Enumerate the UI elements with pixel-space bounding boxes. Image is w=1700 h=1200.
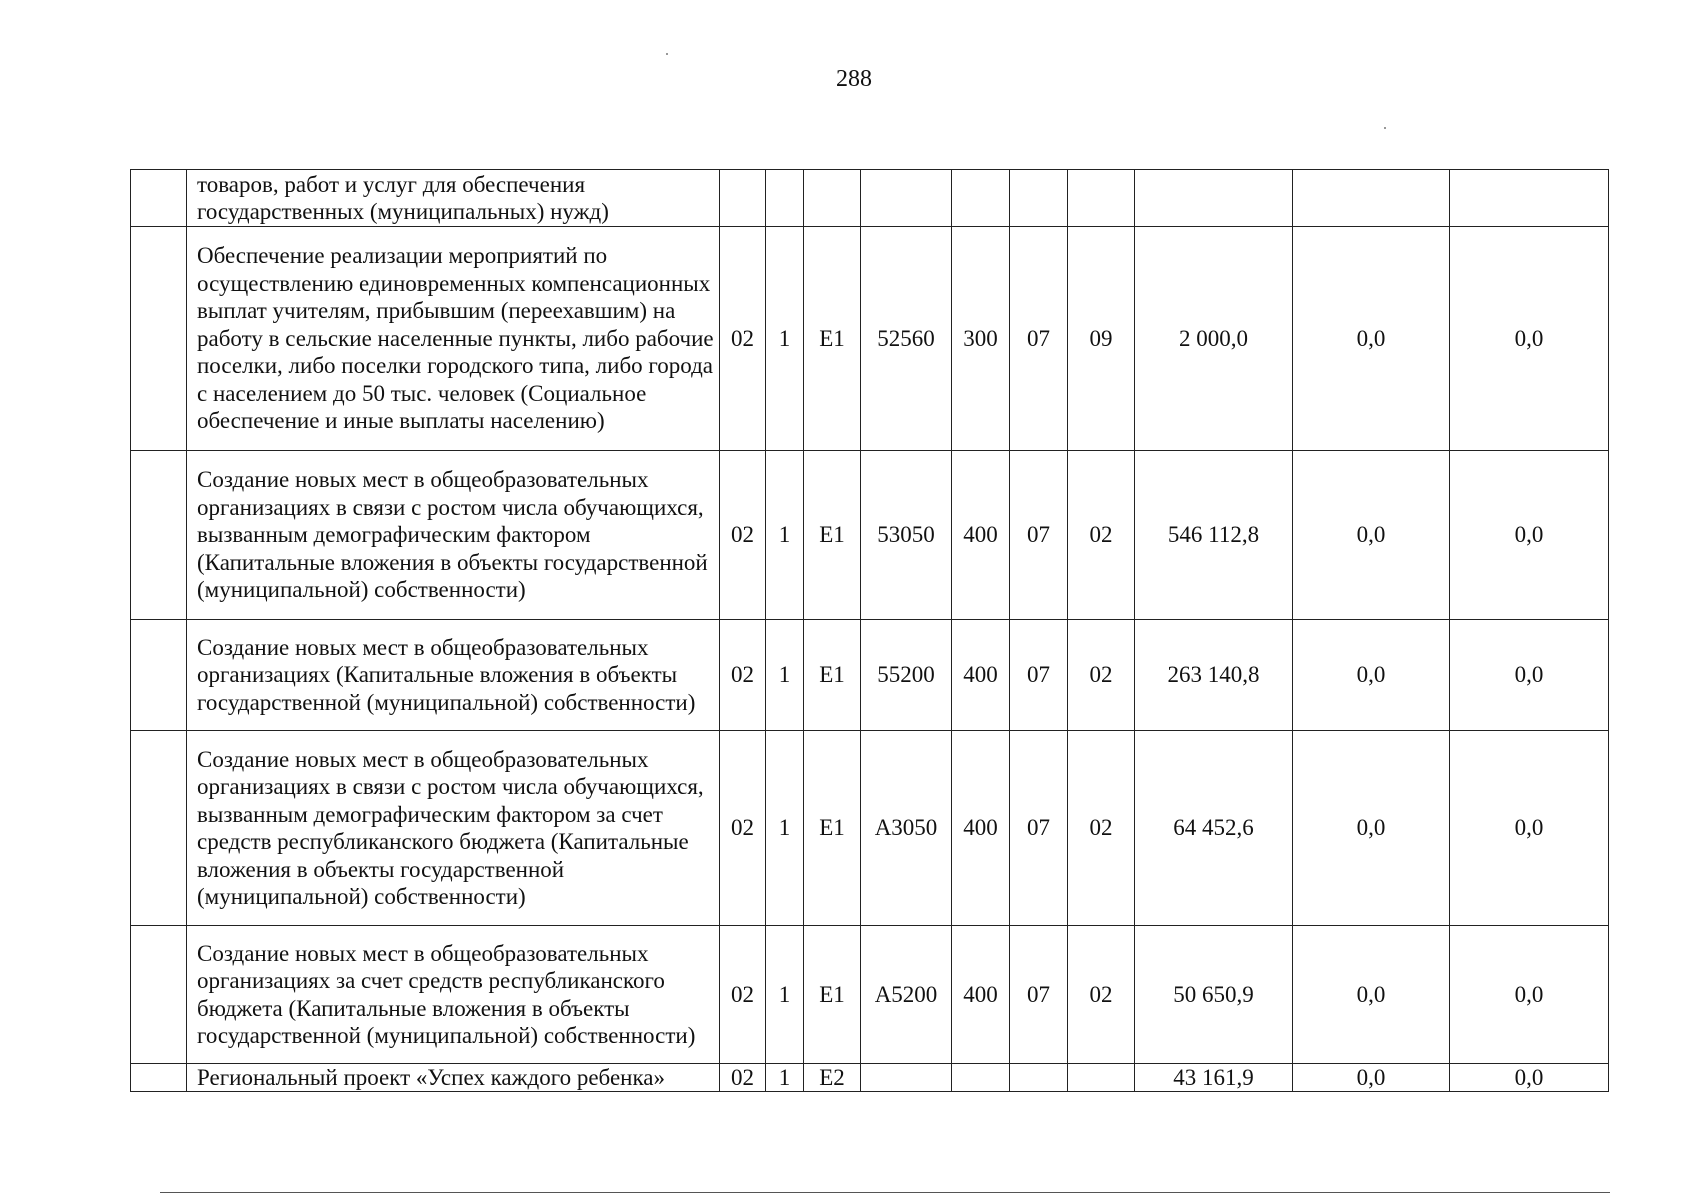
expense-type-cell: [952, 1064, 1010, 1092]
program-code-cell: 02: [720, 926, 766, 1064]
amount-year-1-cell: 263 140,8: [1135, 620, 1293, 731]
program-code-cell: 02: [720, 451, 766, 620]
amount-year-1-cell: 50 650,9: [1135, 926, 1293, 1064]
row-description: Обеспечение реализации мероприятий по осуществлению единовременных компенсационных выплат учителям, прибывшим (переехавшим) на работу в сельские населенные пункты, либо рабочие поселки, либо поселки городского типа, либо города с населением до 50 тыс. человек (Социальное обеспечение и иные выплаты населению): [187, 227, 720, 451]
scan-speck: [666, 53, 668, 55]
subprogram-code-cell: 1: [766, 731, 804, 926]
section-code-cell: [1010, 1064, 1068, 1092]
table-row: [131, 620, 1609, 731]
amount-year-3-cell: 0,0: [1450, 620, 1609, 731]
project-code-cell: Е1: [804, 926, 861, 1064]
scan-speck: [1384, 127, 1386, 129]
subprogram-code-cell: 1: [766, 926, 804, 1064]
amount-year-2-cell: 0,0: [1293, 451, 1450, 620]
table-row: [131, 926, 1609, 1064]
row-index-cell: [131, 731, 187, 926]
amount-year-1-cell: 2 000,0: [1135, 227, 1293, 451]
section-code-cell: 07: [1010, 227, 1068, 451]
program-code-cell: 02: [720, 227, 766, 451]
row-description: Создание новых мест в общеобразовательных организациях за счет средств республиканского бюджета (Капитальные вложения в объекты государственной (муниципальной) собственности): [187, 926, 720, 1064]
expense-type-cell: [952, 170, 1010, 227]
section-code-cell: 07: [1010, 926, 1068, 1064]
project-code-cell: Е2: [804, 1064, 861, 1092]
expense-type-cell: 300: [952, 227, 1010, 451]
row-index-cell: [131, 227, 187, 451]
expense-type-cell: 400: [952, 731, 1010, 926]
subprogram-code-cell: 1: [766, 451, 804, 620]
program-code-cell: 02: [720, 1064, 766, 1092]
amount-year-2-cell: 0,0: [1293, 1064, 1450, 1092]
table-row: [131, 731, 1609, 926]
row-index-cell: [131, 1064, 187, 1092]
amount-year-3-cell: 0,0: [1450, 731, 1609, 926]
table-row: [131, 227, 1609, 451]
footer-rule: [160, 1192, 1610, 1193]
direction-code-cell: [861, 1064, 952, 1092]
amount-year-1-cell: 546 112,8: [1135, 451, 1293, 620]
amount-year-3-cell: 0,0: [1450, 926, 1609, 1064]
direction-code-cell: А5200: [861, 926, 952, 1064]
subsection-code-cell: [1068, 1064, 1135, 1092]
table-row: [131, 451, 1609, 620]
amount-year-2-cell: 0,0: [1293, 620, 1450, 731]
amount-year-2-cell: 0,0: [1293, 731, 1450, 926]
subsection-code-cell: 09: [1068, 227, 1135, 451]
amount-year-1-cell: [1135, 170, 1293, 227]
section-code-cell: 07: [1010, 620, 1068, 731]
project-code-cell: Е1: [804, 451, 861, 620]
subprogram-code-cell: [766, 170, 804, 227]
amount-year-2-cell: [1293, 170, 1450, 227]
section-code-cell: 07: [1010, 731, 1068, 926]
amount-year-3-cell: [1450, 170, 1609, 227]
row-description: Создание новых мест в общеобразовательных организациях в связи с ростом числа обучающихся, вызванным демографическим фактором за счет средств республиканского бюджета (Капитальные вложения в объекты государственной (муниципальной) собственности): [187, 731, 720, 926]
amount-year-3-cell: 0,0: [1450, 451, 1609, 620]
amount-year-3-cell: 0,0: [1450, 1064, 1609, 1092]
row-description: товаров, работ и услуг для обеспечения государственных (муниципальных) нужд): [187, 170, 720, 227]
direction-code-cell: А3050: [861, 731, 952, 926]
program-code-cell: 02: [720, 731, 766, 926]
project-code-cell: Е1: [804, 620, 861, 731]
section-code-cell: [1010, 170, 1068, 227]
subsection-code-cell: 02: [1068, 731, 1135, 926]
direction-code-cell: 55200: [861, 620, 952, 731]
subsection-code-cell: [1068, 170, 1135, 227]
project-code-cell: [804, 170, 861, 227]
table-row: [131, 1064, 1609, 1092]
row-description: Создание новых мест в общеобразовательных организациях в связи с ростом числа обучающихся, вызванным демографическим фактором (Капитальные вложения в объекты государственной (муниципальной) собственности): [187, 451, 720, 620]
direction-code-cell: 53050: [861, 451, 952, 620]
subprogram-code-cell: 1: [766, 1064, 804, 1092]
project-code-cell: Е1: [804, 731, 861, 926]
amount-year-2-cell: 0,0: [1293, 926, 1450, 1064]
row-index-cell: [131, 926, 187, 1064]
subprogram-code-cell: 1: [766, 620, 804, 731]
expense-type-cell: 400: [952, 620, 1010, 731]
amount-year-1-cell: 43 161,9: [1135, 1064, 1293, 1092]
program-code-cell: 02: [720, 620, 766, 731]
expense-type-cell: 400: [952, 926, 1010, 1064]
budget-table: [130, 169, 1609, 1092]
subsection-code-cell: 02: [1068, 620, 1135, 731]
page-number: 288: [836, 66, 872, 92]
subsection-code-cell: 02: [1068, 451, 1135, 620]
direction-code-cell: 52560: [861, 227, 952, 451]
amount-year-1-cell: 64 452,6: [1135, 731, 1293, 926]
subprogram-code-cell: 1: [766, 227, 804, 451]
program-code-cell: [720, 170, 766, 227]
table-row: [131, 170, 1609, 227]
direction-code-cell: [861, 170, 952, 227]
project-code-cell: Е1: [804, 227, 861, 451]
subsection-code-cell: 02: [1068, 926, 1135, 1064]
row-index-cell: [131, 620, 187, 731]
amount-year-3-cell: 0,0: [1450, 227, 1609, 451]
row-description: Региональный проект «Успех каждого ребенка»: [187, 1064, 720, 1092]
row-index-cell: [131, 170, 187, 227]
expense-type-cell: 400: [952, 451, 1010, 620]
amount-year-2-cell: 0,0: [1293, 227, 1450, 451]
section-code-cell: 07: [1010, 451, 1068, 620]
row-description: Создание новых мест в общеобразовательных организациях (Капитальные вложения в объекты государственной (муниципальной) собственности): [187, 620, 720, 731]
row-index-cell: [131, 451, 187, 620]
